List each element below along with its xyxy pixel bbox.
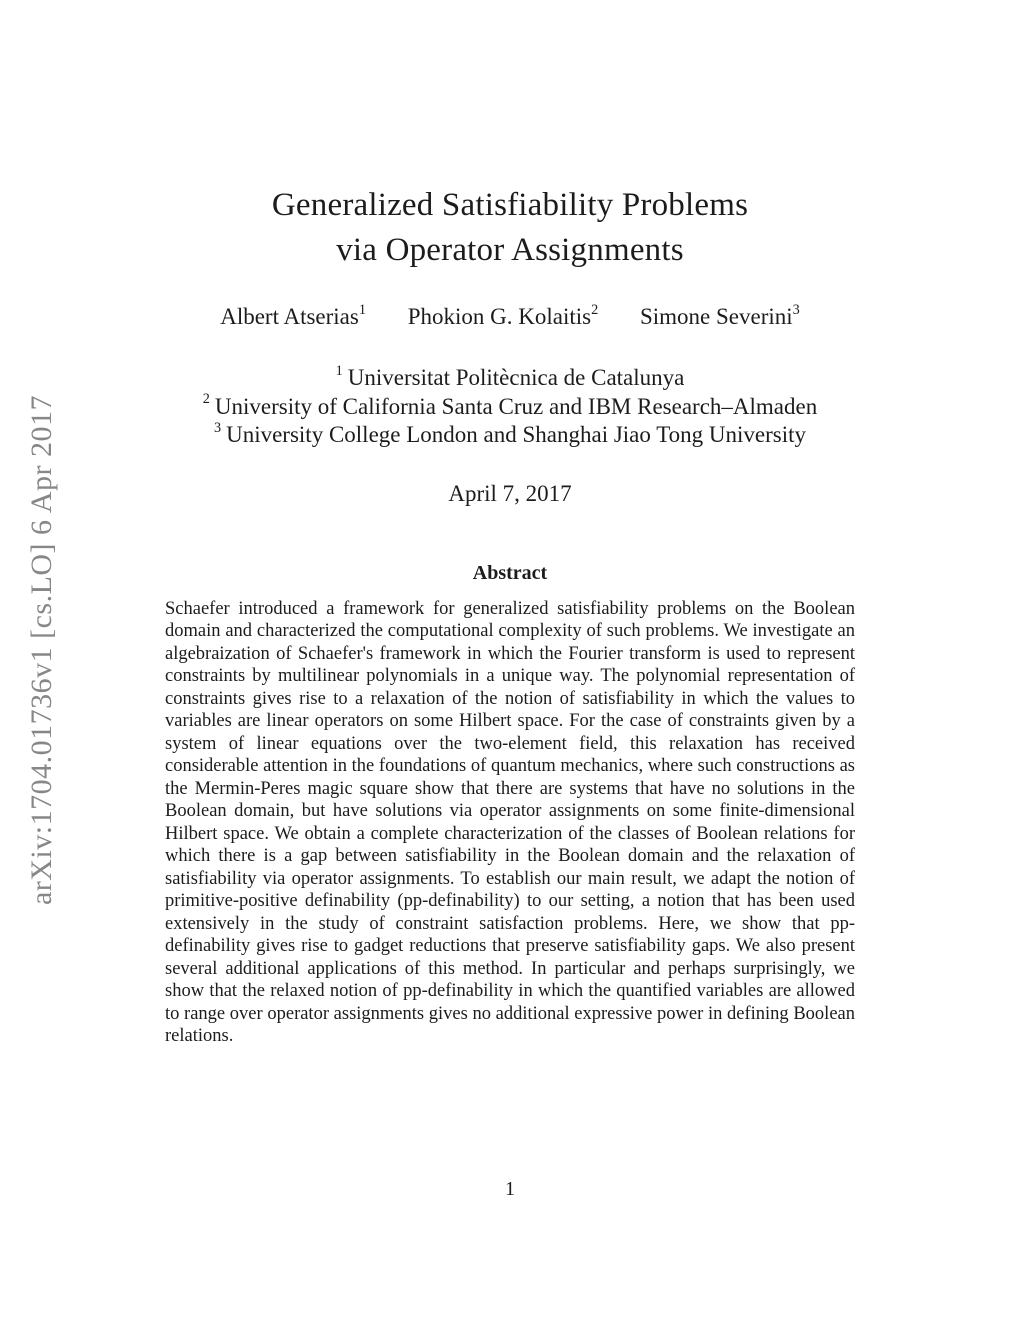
author <box>220 301 366 329</box>
affiliation-text: University College London and Shanghai Jiao Tong University <box>226 422 807 447</box>
arxiv-watermark: arXiv:1704.01736v1 [cs.LO] 6 Apr 2017 <box>25 394 58 906</box>
title-line-2: via Operator Assignments <box>336 232 684 268</box>
paper-date: April 7, 2017 <box>448 480 572 506</box>
page-number: 1 <box>505 1178 515 1200</box>
affiliation-superscript: 1 <box>335 362 343 379</box>
author-list <box>165 301 855 330</box>
title-line-1: Generalized Satisfiability Problems <box>271 187 749 223</box>
author <box>407 301 599 329</box>
affiliation-text: Universitat Politècnica de Catalunya <box>347 365 685 390</box>
abstract-body: Schaefer introduced a framework for generalized satisfiability problems on the Boolean domain and characterized the computational complexity of such problems. We investigate an algebraization of Schaefer's framework in which the Fourier transform is used to represent constraints by multilinear polynomials in a unique way. The polynomial representation of constraints gives rise to a relaxation of the notion of satisfiability in which the values to variables are linear operators on some Hilbert space. For the case of constraints given by a system of linear equations over the two-element field, this relaxation has received considerable attention in the foundations of quantum mechanics, where such constructions as the Mermin-Peres magic square show that there are systems that have no solutions in the Boolean domain, but have solutions via operator assignments on some finite-dimensional Hilbert space. We obtain a complete characterization of the classes of Boolean relations for which there is a gap between satisfiability in the Boolean domain and the relaxation of satisfiability via operator assignments. To establish our main result, we adapt the notion of primitive-positive definability (pp-definability) to our setting, a notion that has been used extensively in the study of constraint satisfaction problems. Here, we show that pp-definability gives rise to gadget reductions that preserve satisfiability gaps. We also present several additional applications of this method. In particular and perhaps surprisingly, we show that the relaxed notion of pp-definability in which the quantified variables are allowed to range over operator assignments gives no additional expressive power in defining Boolean relations. <box>165 598 855 1046</box>
affiliation-text: University of California Santa Cruz and IBM Research–Almaden <box>214 393 818 419</box>
author-name: Simone Severini <box>639 304 793 329</box>
affiliation <box>165 393 855 422</box>
author <box>639 301 800 329</box>
affiliation <box>165 421 855 450</box>
affiliation-superscript: 2 <box>202 391 210 408</box>
affiliation <box>165 364 855 393</box>
abstract-heading: Abstract <box>472 561 548 584</box>
affiliation-superscript: 3 <box>213 419 222 436</box>
author-superscript: 2 <box>591 301 599 318</box>
author-name: Albert Atserias <box>220 304 359 329</box>
paper-title <box>165 183 855 273</box>
author-name: Phokion G. Kolaitis <box>407 304 592 329</box>
affiliation-list <box>165 364 855 450</box>
author-superscript: 1 <box>358 301 366 318</box>
paper-content <box>165 0 855 1048</box>
author-superscript: 3 <box>792 301 800 318</box>
